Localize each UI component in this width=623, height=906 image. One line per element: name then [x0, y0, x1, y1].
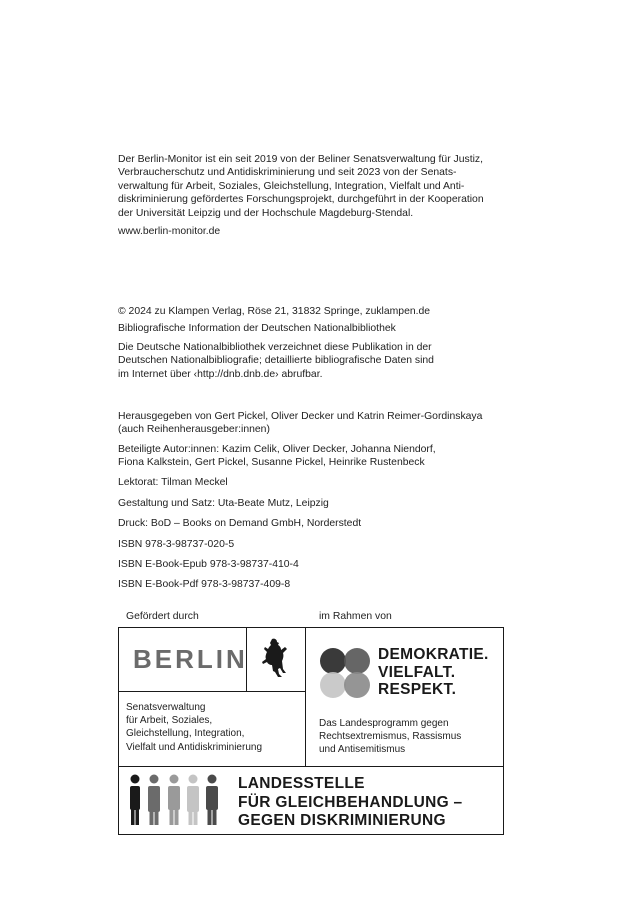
lads-divider-horizontal [118, 766, 504, 767]
dvr-title-line: VIELFALT. [378, 663, 456, 681]
berlin-bear-icon [259, 637, 287, 681]
dnb-line: Die Deutsche Nationalbibliothek verzeichnet diese Publikation in der [118, 342, 432, 353]
senat-line: Senatsverwaltung [126, 702, 206, 713]
copyright-line: © 2024 zu Klampen Verlag, Röse 21, 31832 Springe, zuklampen.de [118, 306, 431, 317]
dnb-notice [118, 341, 510, 381]
people-figures-icon [128, 773, 224, 827]
lads-title-line: GEGEN DISKRIMINIERUNG [238, 812, 446, 829]
authors-line: Fiona Kalkstein, Gert Pickel, Susanne Pickel, Heinrike Rustenbeck [118, 457, 425, 469]
website-link[interactable]: www.berlin-monitor.de [118, 226, 221, 237]
intro-paragraph [118, 153, 510, 220]
authors-credit [118, 443, 510, 470]
box-divider-vertical [305, 627, 306, 767]
berlin-divider-horizontal [118, 691, 306, 692]
intro-line: verwaltung für Arbeit, Soziales, Gleichstellung, Integration, Vielfalt und Anti- [118, 180, 465, 192]
dvr-line: Rechtsextremismus, Rassismus [319, 731, 462, 743]
isbn-pdf: ISBN E-Book-Pdf 978-3-98737-409-8 [118, 579, 291, 590]
four-circles-icon [319, 647, 371, 699]
authors-line: Beteiligte Autor:innen: Kazim Celik, Oliver Decker, Johanna Niendorf, [118, 444, 436, 455]
design-credit: Gestaltung und Satz: Uta-Beate Mutz, Leipzig [118, 498, 329, 509]
dnb-line: Deutschen Nationalbibliografie; detaillierte bibliografische Daten sind [118, 355, 434, 367]
lads-wordmark [238, 775, 462, 831]
editors-credit [118, 410, 510, 437]
dvr-title-line: DEMOKRATIE. [378, 646, 489, 663]
dvr-line: und Antisemitismus [319, 744, 406, 756]
intro-line: Verbraucherschutz und Antidiskriminierung und seit 2023 von der Senats- [118, 167, 457, 179]
senat-description [126, 701, 301, 754]
dnb-line: im Internet über ‹http://dnb.dnb.de› abrufbar. [118, 368, 323, 380]
berlin-wordmark: BERLIN [133, 644, 248, 674]
senat-line: für Arbeit, Soziales, [126, 715, 213, 727]
print-credit: Druck: BoD – Books on Demand GmbH, Norderstedt [118, 518, 362, 529]
senat-line: Gleichstellung, Integration, [126, 728, 245, 740]
program-caption: im Rahmen von [319, 611, 392, 622]
isbn-epub: ISBN E-Book-Epub 978-3-98737-410-4 [118, 559, 299, 570]
editors-line: (auch Reihenherausgeber:innen) [118, 424, 270, 436]
funded-by-caption: Gefördert durch [126, 611, 199, 622]
lads-title-line: LANDESSTELLE [238, 775, 365, 792]
lads-title-line: FÜR GLEICHBEHANDLUNG – [238, 793, 463, 811]
biblio-heading: Bibliografische Information der Deutschen Nationalbibliothek [118, 323, 396, 334]
intro-line: Der Berlin-Monitor ist ein seit 2019 von der Beliner Senatsverwaltung für Justiz, [118, 154, 483, 165]
dvr-title-line: RESPEKT. [378, 681, 457, 698]
dvr-line: Das Landesprogramm gegen [319, 718, 449, 729]
isbn-print: ISBN 978-3-98737-020-5 [118, 539, 235, 550]
intro-line: der Universität Leipzig und der Hochschule Magdeburg-Stendal. [118, 207, 414, 219]
dvr-description [319, 717, 499, 757]
dvr-wordmark [378, 646, 489, 699]
editors-line: Herausgegeben von Gert Pickel, Oliver Decker und Katrin Reimer-Gordinskaya [118, 411, 483, 422]
lektorat-credit: Lektorat: Tilman Meckel [118, 477, 228, 488]
senat-line: Vielfalt und Antidiskriminierung [126, 741, 263, 753]
intro-line: diskriminierung gefördertes Forschungsprojekt, durchgeführt in der Kooperation [118, 194, 484, 206]
